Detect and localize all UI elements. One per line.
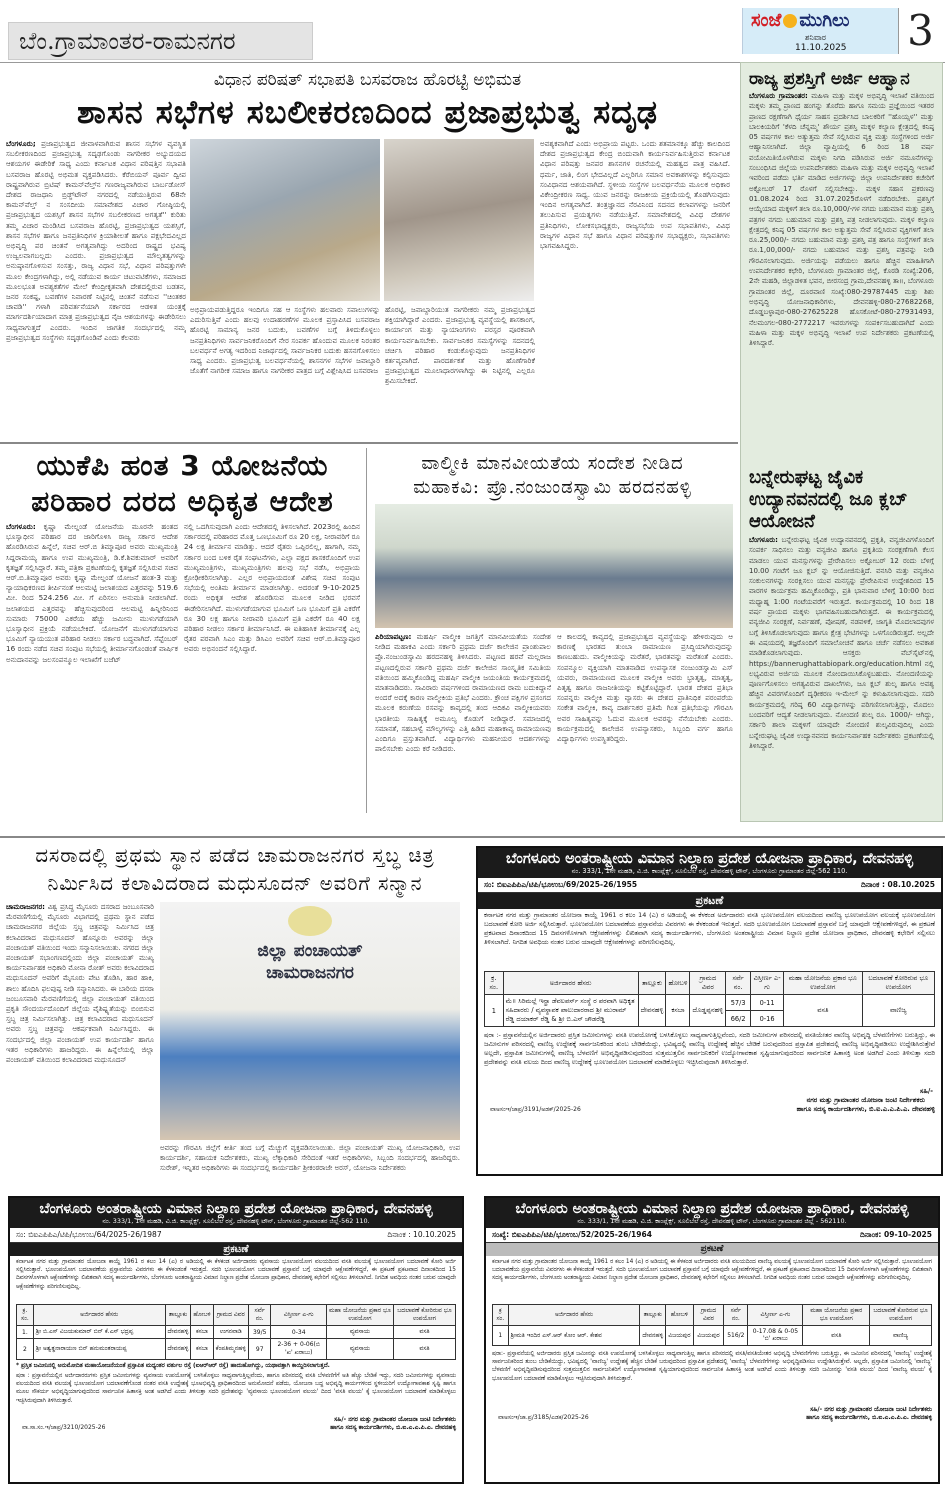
notice2-date: ದಿನಾಂಕ : 10.10.2025 [387,1230,456,1239]
notice3-remarks: ಷರಾ:- ಪ್ರಸ್ತಾವನೆಯಲ್ಲಿ ಅರ್ಜಿದಾರರು ಪ್ರಸ್ತಿತ ಜಮೀನನ್ನು ವಸತಿ ಉಪಯೋಗಕ್ಕೆ ಬಳಸಿಕೊಳ್ಳಲು ಸಾಧ್ಯವಾಗುತ್ತಿಲ್ಲ ಹಾಗೂ ಪರಿಸರದಲ್ಲಿ ವಸತಿ/ವಸತಿಯೇತರ ಅಭಿವೃದ್ಧಿ ಬೆಳವಣಿಗೆಗಳು ಬರುತ್ತಿದ್ದು, ಈ ಜಮೀನಿನ ಪರಿಸರದಲ್ಲಿ 'ವಾಣಿಜ್ಯ' ಉದ್ದೇಶಕ್ಕೆ ಸಾರ್ವಜನಿಕರಿಂದ ತುಂಬ ಬೇಡಿಕೆಯಿದ್ದು, ಭವಿಷ್ಯದಲ್ಲಿ 'ವಾಣಿಜ್ಯ' ಉದ್ದೇಶಕ್ಕೆ ಹೆಚ್ಚಿನ ಬೇಡಿಕೆ ಬರುವುದರಿಂದ ಪ್ರಸ್ತಾಪಿತ ಪ್ರದೇಶದಲ್ಲಿ 'ವಾಣಿಜ್ಯ' ಬೆಳವಣಿಗೆಗಳನ್ನು ಅಭಿವೃದ್ಧಿಪಡಿಸಲು ಉದ್ದೇಶಿಸಿರುತ್ತೇವೆ. ಅಲ್ಲದೇ, ಪ್ರಸ್ತಾಪಿತ ಜಮೀನಿನಲ್ಲಿ 'ವಾಣಿಜ್ಯ' ಬೆಳವಣಿಗೆ ಅಭಿವೃದ್ಧಿಪಡಿಸುವುದರಿಂದ ಸುತ್ತಮುತ್ತಲಿನ ಸಾರ್ವಜನಿಕರಿಗೆ ಉದ್ಯೋಗಾವಕಾಶ ಸೃಷ್ಟಿಯಾಗುವುದರಿಂದ ಸಾರ್ವಜನಿಕ ಹಿತಾಸಕ್ತಿ ಅಂಶ ಅಡಗಿದೆ ಎಂದು ತಿಳಿಸುತ್ತಾ ಸದರಿ ಜಮೀನನ್ನು 'ವಸತಿ ವಲಯ' ದಿಂದ 'ವಾಣಿಜ್ಯ ವಲಯ' ಕ್ಕೆ ಭೂಉಪಯೋಗ ಬದಲಾವಣೆ ಮಾಡಿಕೊಳ್ಳಲು ಇಚ್ಛಿಸಿರುವುದಾಗಿ ತಿಳಿಸಿರುತ್ತಾರೆ. [492,1351,932,1382]
notice2-address: ನಂ. 333/1, 1ನೇ ಮಹಡಿ, ವಿ.ಜಿ. ಕಾಂಪ್ಲೆಕ್ಸ್, ಸೂಲಿಬೆಲೆ ರಸ್ತೆ, ದೇವನಹಳ್ಳಿ ಟೌನ್, ಬೆಂಗಳೂರು ಗ್ರಾಮಾಂತರ ಜಿಲ್ಲೆ-562 110. [102,1217,370,1225]
public-notice-3 [484,1196,940,1484]
sidebar-box [740,62,943,822]
area: 2-36 + 0-06(ಬಿ 'ಖ' ಖರಾಬು) [271,1339,326,1360]
notice2-intro: ಕರ್ನಾಟಕ ನಗರ ಮತ್ತು ಗ್ರಾಮಾಂತರ ಯೋಜನಾ ಕಾಯ್ದೆ 1961 ರ ಕಲಂ 14 (ಎ) ರ ಅಡಿಯಲ್ಲಿ ಈ ಕೆಳಕಂಡ ಅರ್ಜಿದಾರರು ವ್ಯವಸಾಯ ಭೂಉಪಯೋಗ ವಲಯದಿಂದ ವಸತಿ ವಲಯಕ್ಕೆ ಭೂಉಪಯೋಗ ಬದಲಾವಣೆ ಕೋರಿ ಅರ್ಜಿ ಸಲ್ಲಿಸಿರುತ್ತಾರೆ. ಭೂಉಪಯೋಗ ಬದಲಾವಣೆಯ ಪ್ರಸ್ತಾವನೆಯ ವಿವರಗಳು ಈ ಕೆಳಕಂಡಂತೆ ಇರುತ್ತದೆ. ಸದರಿ ಭೂಉಪಯೋಗ ಬದಲಾವಣೆ ಪ್ರಸ್ತಾವನೆ ಬಗ್ಗೆ ಯಾವುದೇ ಆಕ್ಷೇಪಣೆಗಳಿದ್ದರೆ, ಈ ಪ್ರಕಟಣೆ ಪ್ರಕಟವಾದ ದಿನಾಂಕದಿಂದ 15 ದಿವಸಗಳೊಳಗಾಗಿ ಆಕ್ಷೇಪಣೆಗಳನ್ನು ಲಿಖಿತವಾಗಿ ಸದಸ್ಯ ಕಾರ್ಯದರ್ಶಿಗಳು, ಬೆಂಗಳೂರು ಅಂತರಾಷ್ಟ್ರೀಯ ವಿಮಾನ ನಿಲ್ದಾಣ ಪ್ರದೇಶ ಯೋಜನಾ ಪ್ರಾಧಿಕಾರ, ದೇವನಹಳ್ಳಿ ಕಛೇರಿಗೆ ಸಲ್ಲಿಸಲು ತಿಳಿಸಲಾಗಿದೆ. ನಿಗದಿತ ಅವಧಿಯ ನಂತರ ಬರುವ ಯಾವುದೇ ಆಕ್ಷೇಪಣೆಗಳನ್ನು ಪರಿಗಣಿಸುವುದಿಲ್ಲ. [16,1259,456,1290]
notice3-signatory-line1: ನಗರ ಮತ್ತು ಗ್ರಾಮಾಂತರ ಯೋಜನಾ ಜಂಟಿ ನಿರ್ದೇಶಕರು [824,1406,932,1413]
sidebar-story1-text: ಮಹಿಳಾ ಮತ್ತು ಮಕ್ಕಳ ಅಭಿವೃದ್ಧಿ ಇಲಾಖೆ ವತಿಯಿಂದ ಮಕ್ಕಳು ತಮ್ಮ ಪ್ರಾಣದ ಹಂಗನ್ನು ತೊರೆದು ಹಾಗೂ ಸಮಯ ಪ್ರಜ್ಞೆಯಿಂದ ಇತರರ ಪ್ರಾಣದ ರಕ್ಷಣೆಗಾಗಿ ಧೈರ್ಯ ಸಾಹಸ ಪ್ರದರ್ಶಿಸಿದ ಬಾಲಕರಿಗೆ ''ಹೊಯ್ಸಳ'' ಮತ್ತು ಬಾಲಕಿಯರಿಗೆ 'ಕೆಳದಿ ಚೆನ್ನಮ್ಮ' ಶೌರ್ಯ ಪ್ರಶಸ್ತಿ ಮಕ್ಕಳ ಕಲ್ಯಾಣ ಕ್ಷೇತ್ರದಲ್ಲಿ ಕನಿಷ್ಠ 05 ವರ್ಷಗಳ ಕಾಲ ಅತ್ಯುತ್ತಮ ಸೇವೆ ಸಲ್ಲಿಸಿರುವ ವ್ಯಕ್ತಿ ಮತ್ತು ಸಂಸ್ಥೆಗಳಿಂದ ಅರ್ಜಿ ಆಹ್ವಾನಿಸಲಾಗಿದೆ. ಜಿಲ್ಲಾ ವ್ಯಾಪ್ತಿಯಲ್ಲಿ 6 ರಿಂದ 18 ವರ್ಷ ವಯೋಮಿತಿಯೊಳಗಿರುವ ಮಕ್ಕಳು ನಿಗದಿ ಪಡಿಸಿರುವ ಅರ್ಜಿ ನಮೂನೆಗಳನ್ನು ಸಂಬಂಧಿಸಿದ ಜಿಲ್ಲೆಯ ಉಪನಿರ್ದೇಶಕರು ಮಹಿಳಾ ಮತ್ತು ಮಕ್ಕಳ ಅಭಿವೃದ್ಧಿ ಇಲಾಖೆ ಇವರಿಂದ ಪಡೆದು ಭರ್ತಿ ಮಾಡಿದ ಅರ್ಜಿಗಳನ್ನು ಜಿಲ್ಲಾ ಉಪನಿರ್ದೇಶಕರ ಕಚೇರಿಗೆ ಅಕ್ಟೋಬರ್ 17 ರೊಳಗೆ ಸಲ್ಲಿಸಬೇಕಿದ್ದು. ಮಕ್ಕಳ ಸಹಾಸ ಪ್ರಕರಣವು 01.08.2024 ರಿಂದ 31.07.2025ರೊಳಗೆ ನಡೆದಿರಬೇಕು. ಪ್ರಶಸ್ತಿಗೆ ಆಯ್ಕೆಯಾದ ಮಕ್ಕಳಿಗೆ ತಲಾ ರೂ.10,000/-ಗಳ ನಗದು ಬಹುಮಾನ ಮತ್ತು ಪ್ರಶಸ್ತಿ ಪತ್ರಗಳ ನಗದು ಬಹುಮಾನ ಮತ್ತು ಪ್ರಶಸ್ತಿ ಪತ್ರ ನೀಡಲಾಗುವುದು. ಮಕ್ಕಳ ಕಲ್ಯಾಣ ಕ್ಷೇತ್ರದಲ್ಲಿ ಕನಿಷ್ಠ 05 ವರ್ಷಗಳ ಕಾಲ ಅತ್ಯುತ್ತಮ ಸೇವೆ ಸಲ್ಲಿಸಿರುವ ವ್ಯಕ್ತಿಗಳಿಗೆ ತಲಾ ರೂ.25,000/- ನಗದು ಬಹುಮಾನ ಮತ್ತು ಪ್ರಶಸ್ತಿ ಪತ್ರ ಹಾಗೂ ಸಂಸ್ಥೆಗಳಿಗೆ ತಲಾ ರೂ.1,00,000/- ನಗದು ಬಹುಮಾನ ಮತ್ತು ಪ್ರಶಸ್ತಿ ಪತ್ರವನ್ನು ನೀಡಿ ಗೌರವಿಸಲಾಗುವುದು. ಅರ್ಜಿಯನ್ನು ಪಡೆಯಲು ಹಾಗೂ ಹೆಚ್ಚಿನ ಮಾಹಿತಿಗಾಗಿ ಉಪನಿರ್ದೇಶಕರ ಕಛೇರಿ, ಬೆಂಗಳೂರು ಗ್ರಾಮಾಂತರ ಜಿಲ್ಲೆ, ಕೊಠಡಿ ಸಂಖ್ಯೆ:206, 2ನೇ ಮಹಡಿ, ಜಿಲ್ಲಾಡಳಿತ ಭವನ, ಬೀರಸಂದ್ರ ಗ್ರಾಮ,ದೇವನಹಳ್ಳಿ ತಾ॥, ಬೆಂಗಳೂರು ಗ್ರಾಮಾಂತರ ಜಿಲ್ಲೆ, ದೂರವಾಣಿ ಸಂಖ್ಯೆ:080-29787445 ಮತ್ತು ಶಿಶು ಅಭಿವೃದ್ಧಿ ಯೋಜನಾಧಿಕಾರಿಗಳು, ದೇವನಹಳ್ಳಿ-080-27682268, ದೊಡ್ಡಬಳ್ಳಾಪುರ-080-27625228 ಹೊಸಕೋಟೆ-080-27931493, ನೆಲಮಂಗಲ-080-2772217 ಇವರುಗಳನ್ನು ಸಂಪರ್ಕಿಸಬಹುದಾಗಿದೆ ಎಂದು ಮಹಿಳಾ ಮತ್ತು ಮಕ್ಕಳ ಅಭಿವೃದ್ಧಿ ಇಲಾಖೆ ಉಪ ನಿರ್ದೇಶಕರು ಪ್ರಕಟಣೆಯಲ್ಲಿ ತಿಳಿಸಿದ್ದಾರೆ. [749,92,934,348]
notice3-ref-number: ಸಂಖ್ಯೆ: ಬಿಐಎಪಿಪಿಎ/ಟಿಪಿ/ಭೂಉಬ/52/2025-26/1964 [492,1230,652,1239]
current-land-use: ವ್ಯವಸಾಯ [326,1326,393,1339]
paper-name-part1: ಸಂಜೆ [751,10,782,31]
column-divider [366,448,367,813]
table-header-cell: ಸರ್ವೆ ನಂ. [724,1305,748,1326]
notice1-title: ಬೆಂಗಳೂರು ಅಂತರಾಷ್ಟ್ರೀಯ ವಿಮಾನ ನಿಲ್ದಾಣ ಪ್ರದೇಶ ಯೋಜನಾ ಪ್ರಾಧಿಕಾರ, ದೇವನಹಳ್ಳಿ [505,851,914,867]
notice2-signatory-line1: ನಗರ ಮತ್ತು ಗ್ರಾಮಾಂತರ ಯೋಜನಾ ಜಂಟಿ ನಿರ್ದೇಶಕರು [348,1416,456,1423]
table-header-cell: ತಾಲ್ಲೂಕು [165,1305,191,1326]
page-number: 3 [898,8,942,54]
notice1-signature-prefix: ಸಹಿ/- [919,1087,933,1095]
notice1-date: ದಿನಾಂಕ : 08.10.2025 [860,880,935,889]
area: 0-34 [271,1326,326,1339]
story1-photo-conference [190,139,380,301]
applicant-name: ಮೆ॥ ಸಿರಿಮಲ್ಲೆ ಇನ್ಫ್ರಾ ಡೆವಲಪರ್ಸ್ ಸಂಸ್ಥೆ ರ ಪರವಾಗಿ ಅಧಿಕೃತ ಸಹಿದಾರರು / ವ್ಯವಸ್ಥಾಪಕ ಪಾಲುದಾರರಾದ ಶ್ರೀ ಮುರಾಮ್ ರೆಡ್ಡಿ ದಯಾಕರ್ ರೆಡ್ಡಿ & ಶ್ರೀ ಬಿ.ಎಸ್ ಚೌಡರೆಡ್ಡಿ [503,995,638,1027]
table-header-cell: ಬದಲಾವಣೆ ಕೋರಿರುವ ಭೂ ಉಪಯೋಗ [393,1305,455,1326]
notice1-remarks: ಷರಾ :- ಪ್ರಸ್ತಾವನೆಯಲ್ಲಿನ ಅರ್ಜಿದಾರರು ಪ್ರಸ್ತಿತ ಜಮೀನುಗಳನ್ನು ವಸತಿ ಉಪಯೋಗಕ್ಕೆ ಬಳಸಿಕೊಳ್ಳಲು ಸಾಧ್ಯವಾಗುತ್ತಿಲ್ಲವೆಂದು, ಸದರಿ ಜಮೀನುಗಳ ಪರಿಸರದಲ್ಲಿ ವಸತಿಯೇತರ ವಾಣಿಜ್ಯ ಅಭಿವೃದ್ಧಿ ಬೆಳವಣಿಗೆಗಳು ಬರುತ್ತಿದ್ದು, ಈ ಜಮೀನುಗಳ ಪರಿಸರದಲ್ಲಿ ವಾಣಿಜ್ಯ ಉದ್ದೇಶಕ್ಕೆ ಸಾರ್ವಜನಿಕರಿಂದ ತುಂಬ ಬೇಡಿಕೆಯಿದ್ದು, ಭವಿಷ್ಯದಲ್ಲಿ ವಾಣಿಜ್ಯ ಉದ್ದೇಶಕ್ಕೆ ಹೆಚ್ಚಿನ ಬೇಡಿಕೆ ಬರುವುದರಿಂದ ಪ್ರಸ್ತಾಪಿತ ಪ್ರದೇಶದಲ್ಲಿ ವಾಣಿಜ್ಯ ಅಭಿವೃದ್ಧಿಪಡಿಸಲು ಉದ್ದೇಶಿಸಿರುತ್ತೇವೆ ಅಲ್ಲದೇ, ಪ್ರಸ್ತಾಪಿತ ಜಮೀನುಗಳಲ್ಲಿ ವಾಣಿಜ್ಯ ಬೆಳವಣಿಗೆ ಅಭಿವೃದ್ಧಿಪಡಿಸುವುದರಿಂದ ಸುತ್ತಮುತ್ತಲಿನ ಸಾರ್ವಜನಿಕರಿಗೆ ಉದ್ಯೋಗಾವಕಾಶ ಸೃಷ್ಟಿಯಾಗುವುದರಿಂದ ಸಾರ್ವಜನಿಕ ಹಿತಾಸಕ್ತಿ ಅಂಶ ಅಡಗಿದೆ ಎಂದು ತಿಳಿಸುತ್ತಾ ಸದರಿ ಪ್ರದೇಶವನ್ನು ವಸತಿ ವಲಯ ದಿಂದ ವಾಣಿಜ್ಯ ಉದ್ದೇಶಕ್ಕೆ ಭೂಉಪಯೋಗ ಬದಲಾವಣೆ ಮಾಡಿಕೊಳ್ಳಲು ಇಚ್ಛಿಸಿರುವುದಾಗಿ ತಿಳಿಸಿರುತ್ತಾರೆ. [484,1031,935,1066]
requested-land-use: ವಾಣಿಜ್ಯ [870,1326,932,1346]
area: 0-11 [751,995,784,1011]
sidebar-story2-dateline: ಬೆಂಗಳೂರು: [749,536,778,544]
applicant-name: ಶ್ರೀ ಅಶ್ವತ್ಥನಾರಾಯಣ ಬಿನ್ ಹನುಮಂತರಾಯಪ್ಪ [33,1339,165,1360]
photo-sign-line1: ಜಿಲ್ಲಾ ಪಂಚಾಯತ್ [257,941,363,961]
survey-number: 516/2 [724,1326,748,1346]
village: ವಿಜಯಪುರ [693,1326,724,1346]
table-row [17,1339,456,1360]
current-land-use: ವಸತಿ [784,995,862,1027]
story3-headline-line1: ವಾಲ್ಮೀಕಿ ಮಾನವೀಯತೆಯ ಸಂದೇಶ ನೀಡಿದ [421,453,684,474]
notice3-address: ನಂ. 333/1, 1ನೇ ಮಹಡಿ, ವಿ.ಜಿ. ಕಾಂಪ್ಲೆಕ್ಸ್, ಸೂಲಿಬೆಲೆ ರಸ್ತೆ, ದೇವನಹಳ್ಳಿ ಟೌನ್, ಬೆಂಗಳೂರು ಗ್ರಾಮಾಂತರ ಜಿಲ್ಲೆ - 562110. [577,1217,847,1225]
table-header-cell: ಬದಲಾವಣೆ ಕೋರಿರುವ ಭೂ ಉಪಯೋಗ [862,972,934,995]
story4-text-1: ವಿಶ್ವ ಪ್ರಸಿದ್ಧ ಮೈಸೂರು ದಸರಾದ ಜಂಬೂಸವಾರಿ ಮೆರವಣಿಗೆಯಲ್ಲಿ ಮೈಸೂರು ವಿಭಾಗದಲ್ಲಿ ಪ್ರಥಮ ಸ್ಥಾನ ಪಡೆದ ಚಾಮರಾಜನಗರ ಜಿಲ್ಲೆಯ ಸ್ತಬ್ಧ ಚಿತ್ರವನ್ನು ನಿರ್ಮಿಸಿದ ಚಿತ್ರ ಕಲಾವಿದರಾದ ಮಧುಸೂದನ್ ಹೊನ್ನೂರು ಅವರನ್ನು ಜಿಲ್ಲಾ ಪಂಚಾಯತ್ ವತಿಯಿಂದ ಇಂದು ಸನ್ಮಾನಿಸಲಾಯಿತು. ನಗರದ ಜಿಲ್ಲಾ ಪಂಚಾಯತ್ ಸಭಾಂಗಣದಲ್ಲಿಂದು ಜಿಲ್ಲಾ ಪಂಚಾಯತ್ ಮುಖ್ಯ ಕಾರ್ಯನಿರ್ವಾಹಕ ಅಧಿಕಾರಿ ಮೋನಾ ರೋತ್ ಅವರು ಕಲಾವಿದರಾದ ಮಧುಸೂದನ್ ಅವರಿಗೆ ಮೈಸೂರು ಪೇಟ ತೊಡಿಸಿ, ಹಾರ ಹಾಕಿ, ಶಾಲು ಹೊದಿಸಿ ಫಲಪುಷ್ಪ ನೀಡಿ ಸನ್ಮಾನಿಸಿದರು. ಈ ಬಾರಿಯ ದಸರಾ ಜಂಬೂಸವಾರಿ ಮೆರವಣಿಗೆಯಲ್ಲಿ ಜಿಲ್ಲಾ ಪಂಚಾಯತ್ ವತಿಯಿಂದ ಪ್ರಕೃತಿ ಸೌಂದರ್ಯದೊಂದಿಗೆ ಜಿಲ್ಲೆಯ ವೈಶಿಷ್ಟ್ಯತೆಯನ್ನು ಬಿಂಬಿಸುವ ಸ್ತಬ್ಧ ಚಿತ್ರ ನಿರ್ಮಿಸಲಾಗಿತ್ತು. ಚಿತ್ರ ಕಲಾವಿದರಾದ ಮಧುಸೂದನ್ ಅವರು ಸ್ತಬ್ಧ ಚಿತ್ರವನ್ನು ಆಕರ್ಷಕವಾಗಿ ನಿರ್ಮಿಸಿದ್ದರು. ಈ ಸಂದರ್ಭದಲ್ಲಿ ಜಿಲ್ಲಾ ಪಂಚಾಯತ್ ಉಪ ಕಾರ್ಯದರ್ಶಿ ಹಾಗೂ ಇತರ ಅಧಿಕಾರಿಗಳು ಹಾಜರಿದ್ದರು. ಈ ಹಿನ್ನೆಲೆಯಲ್ಲಿ ಜಿಲ್ಲಾ ಪಂಚಾಯತ್ ವತಿಯಿಂದ ಕಲಾವಿದರಾದ ಮಧುಸೂದನ್ [6,903,154,1065]
table-header-cell: ಕ್ರ ಸಂ. [493,1305,509,1326]
photo-sign-line2: ಚಾಮರಾಜನಗರ [266,963,354,983]
notice1-band: ಪ್ರಕಟಣೆ [478,893,941,909]
story4-dateline: ಚಾಮರಾಜನಗರ: [6,903,45,911]
table-header-cell: ಹೋಬಳಿ [666,1305,693,1326]
story3-text-1: ಮಹರ್ಷಿ ವಾಲ್ಮೀಕಿ ಜಗತ್ತಿಗೆ ಮಾನವೀಯತೆಯ ಸಂದೇಶ ನೀಡಿದ ಮಹಾಕವಿ ಎಂದು ಸರ್ಕಾರಿ ಪ್ರಥಮ ದರ್ಜೆ ಕಾಲೇಜಿನ ಪ್ರಾಂಶುಪಾಲ ಪ್ರೊ.ನಂಜುಂಡಸ್ವಾಮಿ ಹರದನಹಳ್ಳಿ ತಿಳಿಸಿದರು. ಪಟ್ಟಣದ ಹರವೆ ಮಲ್ಲರಾಜ ಪಟ್ಟಣದಲ್ಲಿರುವ ಸರ್ಕಾರಿ ಪ್ರಥಮ ದರ್ಜೆ ಕಾಲೇಜಿನ ಸಾಂಸ್ಕೃತಿಕ ಸಮಿತಿಯ ವತಿಯಿಂದ ಹಮ್ಮಿಕೊಂಡಿದ್ದ ಮಹರ್ಷಿ ವಾಲ್ಮೀಕಿ ಜಯಂತಿಯ ಕಾರ್ಯಕ್ರಮದಲ್ಲಿ ಮಾತನಾಡಿದರು. ಸಾವಿರಾರು ವರ್ಷಗಳಿಂದ ರಾಮಾಯಣದ ರಾಮ ಬದುಕಿದ್ದಾನೆ ಅಂದರೆ ಅದಕ್ಕೆ ಕಾರಣ ವಾಲ್ಮೀಕಿಯ ಪ್ರತಿಭೆ ಎಂದರು. ಕ್ರೌಂಚ ಪಕ್ಷಿಗಳ ಪ್ರಸಂಗದ ಮೂಲಕ ಕರುಣೆಯ ರಸವನ್ನು ಕಾವ್ಯದಲ್ಲಿ ತಂದ ಆದಿಕವಿ ವಾಲ್ಮೀಕಿಯವರು ಭಾರತೀಯ ಸಾಹಿತ್ಯಕ್ಕೆ ಅಮೂಲ್ಯ ಕೊಡುಗೆ ನೀಡಿದ್ದಾರೆ. ಸಮಾಜದಲ್ಲಿ ಸಮಾನತೆ, ಸಹಬಾಳ್ವೆ ಮೌಲ್ಯಗಳನ್ನು ಎತ್ತಿ ಹಿಡಿದ ಮಹಾಕಾವ್ಯ ರಾಮಾಯಣವು ಎಂದಿಗೂ ಪ್ರಸ್ತುತವಾಗಿದೆ. ವಿದ್ಯಾರ್ಥಿಗಳು ಮಹನೀಯರ ಆದರ್ಶಗಳನ್ನು ಪಾಲಿಸಬೇಕು ಎಂದು ಕರೆ ನೀಡಿದರು. [375,632,551,754]
requested-land-use: ವಸತಿ [393,1339,455,1360]
area: 0-17.08 & 0-05 'ಬಿ' ಖರಾಬು [748,1326,803,1346]
village: ದೊಡ್ಡಪ್ಪನಹಳ್ಳಿ [690,995,726,1027]
public-notice-2 [8,1196,464,1484]
serial-number: 1. [17,1326,34,1339]
notice1-table [484,971,935,1027]
story3-headline [370,452,735,500]
notice2-header [10,1198,462,1228]
requested-land-use: ವಸತಿ [393,1326,455,1339]
story3-column-1 [375,632,551,812]
notice3-band: ಪ್ರಕಟಣೆ [486,1243,938,1256]
story2-headline [0,448,365,520]
notice1-footer-ref: ವಾಅಸಂಇ/ಜಾಪ್ರ/3191/ಅಡಕ್/2025-26 [490,1106,581,1113]
story2-headline-line2: ಪರಿಹಾರ ದರದ ಅಧಿಕೃತ ಆದೇಶ [31,485,334,518]
sidebar-story2-headline: ಬನ್ನೇರುಘಟ್ಟ ಜೈವಿಕ ಉದ್ಯಾನವನದಲ್ಲಿ ಜೂ ಕ್ಲಬ್ ಆಯೋಜನೆ [749,467,908,532]
table-header-cell: ವಿಸ್ತೀರ್ಣ ಎ-ಗು [751,972,784,995]
requested-land-use: ವಾಣಿಜ್ಯ [862,995,934,1027]
taluk: ದೇವನಹಳ್ಳಿ [165,1339,191,1360]
photo-signboard [160,940,460,984]
notice2-title: ಬೆಂಗಳೂರು ಅಂತರಾಷ್ಟ್ರೀಯ ವಿಮಾನ ನಿಲ್ದಾಣ ಪ್ರದೇಶ ಯೋಜನಾ ಪ್ರಾಧಿಕಾರ, ದೇವನಹಳ್ಳಿ [39,1201,433,1217]
notice3-signatory-line2: ಹಾಗೂ ಸದಸ್ಯ ಕಾರ್ಯದರ್ಶಿಗಳು, ಬಿ.ಐ.ಎ.ಎ.ಪಿ.ಎ. ದೇವನಹಳ್ಳಿ [806,1414,932,1421]
sidebar-story1-headline: ರಾಜ್ಯ ಪ್ರಶಸ್ತಿಗೆ ಅರ್ಜಿ ಆಹ್ವಾನ [749,69,910,89]
table-header-cell: ಮಹಾ ಯೋಜನೆಯ ಪ್ರಕಾರ ಭೂ ಉಪಯೋಗ [326,1305,393,1326]
table-header-cell: ಅರ್ಜಿದಾರರ ಹೆಸರು [508,1305,640,1326]
notice1-ref-row [478,878,941,893]
survey-number: 66/2 [726,1011,751,1027]
public-notice-1 [476,846,943,1176]
village: ಕೆಂಪತಿಮ್ಮನಹಳ್ಳಿ [213,1339,248,1360]
table-header-cell: ಗ್ರಾಮದ ವಿವರ [690,972,726,995]
story4-headline-line2: ನಿರ್ಮಿಸಿದ ಕಲಾವಿದರಾದ ಮಧುಸೂದನ್ ಅವರಿಗೆ ಸನ್ಮಾನ [47,872,423,895]
story3-group-photo [375,504,733,628]
section-tag: ಬೆಂ.ಗ್ರಾಮಾಂತರ-ರಾಮನಗರ [8,22,313,60]
table-header-cell: ಕ್ರ. ಸಂ. [485,972,504,995]
story4-photo-caption: ಅವರನ್ನು ಗೌರವಿಸಿ ಜಿಲ್ಲೆಗೆ ಕೀರ್ತಿ ತಂದ ಬಗ್ಗೆ ಮೆಚ್ಚುಗೆ ವ್ಯಕ್ತಪಡಿಸಲಾಯಿತು. ಜಿಲ್ಲಾ ಪಂಚಾಯತ್ ಮುಖ್ಯ ಯೋಜನಾಧಿಕಾರಿ, ಉಪ ಕಾರ್ಯದರ್ಶಿ, ಸಹಾಯಕ ನಿರ್ದೇಶಕರು, ಮುಖ್ಯ ಲೆಕ್ಕಾಧಿಕಾರಿ ಸೇರಿದಂತೆ ಇತರೆ ಅಧಿಕಾರಿಗಳು, ಸಿಬ್ಬಂದಿ ಸಂದರ್ಭದಲ್ಲಿ ಹಾಜರಿದ್ದರು. ಸುರೇಶ್, ಇನ್ನಿತರ ಅಧಿಕಾರಿಗಳು ಈ ಸಂದರ್ಭದಲ್ಲಿ ಕಾರ್ಯದರ್ಶಿ ಶ್ರೀಕಂಠರಾಜೇ ಅರಸ್, ಯೋಜನಾ ನಿರ್ದೇಶಕರು [160,1144,460,1173]
table-row [493,1326,932,1346]
story1-column-4: ಅವಶ್ಯಕವಾಗಿದೆ ಎಂದು ಅಭಿಪ್ರಾಯ ಪಟ್ಟರು. ಒಂದು ಶತಮಾನಕ್ಕೂ ಹೆಚ್ಚು ಕಾಲದಿಂದ ದೇಶದ ಪ್ರಜಾಪ್ರಭುತ್ವದ ಕೇಂದ್ರ ಬಿಂದುವಾಗಿ ಕಾರ್ಯನಿರ್ವಹಿಸುತ್ತಿರುವ ಕರ್ನಾಟಕ ವಿಧಾನ ಪರಿಷತ್ತು ಜನಪರ ಶಾಸನಗಳ ರಚನೆಯಲ್ಲಿ ಮಹತ್ವದ ಪಾತ್ರ ವಹಿಸಿದೆ. ಧರ್ಮ, ಜಾತಿ, ಲಿಂಗ ಭೇದವಿಲ್ಲದೆ ಎಲ್ಲರಿಗೂ ಸಮಾನ ಅವಕಾಶಗಳನ್ನು ಕಲ್ಪಿಸುವುದು ಸಂವಿಧಾನದ ಆಶಯವಾಗಿದೆ. ಸ್ಥಳೀಯ ಸಂಸ್ಥೆಗಳ ಬಲವರ್ಧನೆಯ ಮೂಲಕ ಅಧಿಕಾರ ವಿಕೇಂದ್ರೀಕರಣ ಸಾಧ್ಯ. ಯುವ ಜನರನ್ನು ರಾಜಕೀಯ ಪ್ರಕ್ರಿಯೆಯಲ್ಲಿ ತೊಡಗಿಸುವುದು ಇಂದಿನ ಅಗತ್ಯವಾಗಿದೆ. ತಂತ್ರಜ್ಞಾನದ ನೆರವಿನಿಂದ ಸದನದ ಕಲಾಪಗಳನ್ನು ಜನರಿಗೆ ತಲುಪಿಸುವ ಪ್ರಯತ್ನಗಳು ನಡೆಯುತ್ತಿವೆ. ಸಮಾವೇಶದಲ್ಲಿ ವಿವಿಧ ದೇಶಗಳ ಪ್ರತಿನಿಧಿಗಳು, ಲೋಕಸಭಾಧ್ಯಕ್ಷರು, ರಾಜ್ಯಸಭೆಯ ಉಪ ಸಭಾಪತಿಗಳು, ವಿವಿಧ ರಾಜ್ಯಗಳ ವಿಧಾನ ಸಭೆ ಹಾಗೂ ವಿಧಾನ ಪರಿಷತ್ತುಗಳ ಸಭಾಧ್ಯಕ್ಷರು, ಸಭಾಪತಿಗಳು ಭಾಗವಹಿಸಿದ್ದರು. [540,139,730,251]
story1-column-2: ಅಭಿಪ್ರಾಯಪಡುತ್ತಿದ್ದರೂ ಇಂದಿಗೂ ಸಹ ಆ ಸಂಸ್ಥೆಗಳು ಹಲವಾರು ಸವಾಲುಗಳನ್ನು ಎದುರಿಸುತ್ತಿವೆ ಎಂದು ಹಲವು ಉದಾಹರಣೆಗಳ ಮೂಲಕ ಪ್ರಸ್ತಾಪಿಸಿದ ಬಸವರಾಜ ಹೊರಟ್ಟಿ ಸಾಮಾನ್ಯ ಜನರ ಬದುಕು, ಬವಣೆಗಳ ಬಗ್ಗೆ ತಿಳಿದುಕೊಳ್ಳಲು ಜನಪ್ರತಿನಿಧಿಗಳು ಸಾರ್ವಜನಿಕರೊಂದಿಗೆ ನೇರ ಸಂಪರ್ಕ ಹೊಂದುವ ಮೂಲಕ ನಿರಂತರ ಬಲವರ್ಧನೆ ಅಗತ್ಯ ಇದರಿಂದ ನಿಜಾರ್ಥದಲ್ಲಿ ಸಾರ್ವಜನಿಕರ ಬದುಕು ಹಸನಗೊಳಿಸಲು ಸಾಧ್ಯ ಎಂದರು. ಪ್ರಜಾಪ್ರಭುತ್ವ ಬಲವರ್ಧನೆಯಲ್ಲಿ ಶಾಸನಗಳ ಸಭೆಗಳ ಜವಾಬ್ದಾರಿ ಜೊತೆಗೆ ನಾಗರೀಕ ಸಮಾಜ ಹಾಗೂ ನಾಗರೀಕರ ಪಾತ್ರದ ಬಗ್ಗೆ ವಿಶ್ಲೇಷಿಸಿದ ಬಸವರಾಜ [190,305,380,376]
story3-column-2: ಆ ಕಾಲದಲ್ಲಿ ಕಾವ್ಯದಲ್ಲಿ ಪ್ರಜಾಪ್ರಭುತ್ವದ ವ್ಯವಸ್ಥೆಯನ್ನು ಹೇಳಿರುವುದು ಆ ಕಾರಣಕ್ಕೆ ಭಾರತದ ತುಂಬಾ ರಾಮಾಯಣ ಪ್ರಸಿದ್ಧಿಯಾಗಿರುವುದನ್ನು ಕಾಣಬಹುದು. ವಾಲ್ಮೀಕಿಯನ್ನು ಮರೆತರೆ, ಭಾರತವನ್ನು ಮರೆತಂತೆ ಎಂದರು. ಸಂಪನ್ಮೂಲ ವ್ಯಕ್ತಿಯಾಗಿ ಮಾತನಾಡಿದ ಉಪನ್ಯಾಸಕ ನಂಜುಂಡಸ್ವಾಮಿ ಎಸ್ ಯವರು, ರಾಮಾಯಣದ ಮೂಲಕ ವಾಲ್ಮೀಕಿ ಅವರು ಭ್ರಾತೃತ್ವ, ಮಾತೃತ್ವ, ಪಿತೃತ್ವ ಹಾಗೂ ರಾಜನೀತಿಯನ್ನು ಕಟ್ಟಿಕೊಟ್ಟಿದ್ದಾರೆ. ಭಾರತ ದೇಶದ ಪ್ರತಿಭಾ ಸಂಪನ್ನರು ವಾಲ್ಮೀಕಿ ಮತ್ತು ವ್ಯಾಸರು ಈ ದೇಶದ ಪ್ರಾತಿನಿಧಿಕ ಪರಂಪರೆಯ ಸಂಕೇತ ವಾಲ್ಮೀಕಿ, ಕಾವ್ಯ ದಾರ್ಶನಿಕರ ಪ್ರತಿಮೆ ಗಿಂತ ಪ್ರತಿಭೆಯನ್ನು ಗೌರವಿಸಿ ಅವರ ಸಾಹಿತ್ಯವನ್ನು ಓದುವ ಮೂಲಕ ಅವರನ್ನು ನೆನೆಯಬೇಕು ಎಂದರು. ಕಾರ್ಯಕ್ರಮದಲ್ಲಿ ಕಾಲೇಜಿನ ಉಪನ್ಯಾಸಕರು, ಸಿಬ್ಬಂದಿ ವರ್ಗ ಹಾಗೂ ವಿದ್ಯಾರ್ಥಿಗಳು ಉಪಸ್ಥಿತರಿದ್ದರು. [557,632,733,744]
story1-column-3: ಹೊರಟ್ಟಿ, ಜವಾಬ್ದಾರಿಯುತ ನಾಗರೀಕರು ನಮ್ಮ ಪ್ರಜಾಪ್ರಭುತ್ವದ ಶಕ್ತಿಯಾಗಿದ್ದಾರೆ ಎಂದರು. ಪ್ರಜಾಪ್ರಭುತ್ವ ವ್ಯವಸ್ಥೆಯಲ್ಲಿ ಶಾಸಕಾಂಗ, ಕಾರ್ಯಾಂಗ ಮತ್ತು ನ್ಯಾಯಾಂಗಗಳು ಪರಸ್ಪರ ಪೂರಕವಾಗಿ ಕಾರ್ಯನಿರ್ವಹಿಸಬೇಕು. ಸಾರ್ವಜನಿಕರ ಸಮಸ್ಯೆಗಳನ್ನು ಸದನದಲ್ಲಿ ಚರ್ಚಿಸಿ ಪರಿಹಾರ ಕಂಡುಕೊಳ್ಳುವುದು ಜನಪ್ರತಿನಿಧಿಗಳ ಕರ್ತವ್ಯವಾಗಿದೆ. ಪಾರದರ್ಶಕತೆ ಮತ್ತು ಹೊಣೆಗಾರಿಕೆ ಪ್ರಜಾಪ್ರಭುತ್ವದ ಮೂಲಾಧಾರಗಳಾಗಿದ್ದು ಈ ನಿಟ್ಟಿನಲ್ಲಿ ಎಲ್ಲರೂ ಶ್ರಮಿಸಬೇಕಿದೆ. [385,305,535,386]
serial-number: 2 [17,1339,34,1360]
notice1-signatory-line1: ನಗರ ಮತ್ತು ಗ್ರಾಮಾಂತರ ಯೋಜನಾ ಜಂಟಿ ನಿರ್ದೇಶಕರು [806,1096,926,1104]
notice2-star-note: * ಪ್ರಸ್ತಿತ ಜಮೀನಿನಲ್ಲಿ ಅನುಮೋದಿತ ಮಹಾಯೋಜನೆಯಂತೆ ಪ್ರಸ್ತಾಪಿತ ಮಧ್ಯಂತರ ವರ್ತುಲ ರಸ್ತೆ (ಐಆರ್‌ಆರ್ ರಸ್ತೆ) ಹಾದುಹೋಗಿದ್ದು, ಯಥಾವತ್ತಾಗಿ ಕಾಯ್ದಿರಿಸಲಾಗುತ್ತದೆ. [16,1363,330,1369]
village: ಉಗನವಾಡಿ [213,1326,248,1339]
story1-text-1: ಪ್ರಜಾಪ್ರಭುತ್ವದ ಜೀವಾಳವಾಗಿರುವ ಶಾಸನ ಸಭೆಗಳ ವ್ಯವಸ್ಥಿತ ಸಬಲೀಕರಣದಿಂದ ಪ್ರಜಾಪ್ರಭುತ್ವ ಸದೃಢಗೊಂಡು ನಾಗರೀಕರ ಅಭ್ಯುದಯದ ಆಶಯಗಳ ಈಡೇರಿಕೆ ಸಾಧ್ಯ ಎಂದು ಕರ್ನಾಟಕ ವಿಧಾನ ಪರಿಷತ್ತಿನ ಸಭಾಪತಿ ಬಸವರಾಜ ಹೊರಟ್ಟಿ ಅಭಿಮತ ವ್ಯಕ್ತಪಡಿಸಿದರು. ಕೆರೆಬಿಯನ್ ಪೂರ್ವ ದ್ವೀಪ ರಾಷ್ಟ್ರವಾಗಿರುವ ಬ್ರಿಟಿಷ್ ಕಾಮನ್‌ವೆಲ್ತ್‌ನ ಗಣರಾಜ್ಯವಾಗಿರುವ ಬಾರ್ಬಡೋಸ್ ದೇಶದ ರಾಜಧಾನಿ ಬ್ರಿಡ್ಜ್‌ಟೌನ್ ನಗರದಲ್ಲಿ ನಡೆಯುತ್ತಿರುವ 68ನೇ ಕಾಮನ್‌ವೆಲ್ತ್ ನ ಸಂಸದೀಯ ಸಮಾವೇಶದ ವಿಚಾರ ಗೋಷ್ಠಿಯಲ್ಲಿ ಪ್ರಜಾಪ್ರಭುತ್ವದ ಯಶಸ್ಸಿಗೆ ಶಾಸನ ಸಭೆಗಳ ಸಬಲೀಕರಣದ ಅಗತ್ಯತೆ'' ಕುರಿತು ತಮ್ಮ ವಿಚಾರ ಮಂಡಿಸಿದ ಬಸವರಾಜ ಹೊರಟ್ಟಿ, ಪ್ರಜಾಪ್ರಭುತ್ವದ ಯಶಸ್ಸಿಗೆ, ಶಾಸನ ಸಭೆಗಳ ಹಾಗೂ ಜನಪ್ರತಿನಿಧಿಗಳ ಕ್ರಿಯಾಶೀಲತೆ ಹಾಗೂ ಪಕ್ಷಭೇದವಿಲ್ಲದ ಅಭಿವೃದ್ಧಿ ಪರ ಚಿಂತನೆ ಅಗತ್ಯವಾಗಿದ್ದು ಅದರಿಂದ ರಾಷ್ಟ್ರದ ಭವಿಷ್ಯ ಉಜ್ವಲವಾಗಬಲ್ಲದು ಎಂದರು. ಪ್ರಜಾಪ್ರಭುತ್ವದ ಮೌಲ್ಯತತ್ವಗಳನ್ನು ಅನುಷ್ಠಾನಗೊಳಿಸುವ ಸಂಸತ್ತು, ರಾಜ್ಯ ವಿಧಾನ ಸಭೆ, ವಿಧಾನ ಪರಿಷತ್ತುಗಳೇ ಮೂಲ ಕೇಂದ್ರಗಳಾಗಿದ್ದು, ಅಲ್ಲಿ ನಡೆಯುವ ಕಾರ್ಯ ಚಟುವಟಿಕೆಗಳು, ಸಮಾಜದ ಮೂಲಭೂತ ಅವಶ್ಯಕತೆಗಳ ಮೇಲೆ ಕೇಂದ್ರೀಕೃತವಾಗಿ ದೇಶದಲ್ಲಿರುವ ಬಡತನ, ಜನರ ಸಂಕಷ್ಟ, ಬವಣೆಗಳ ನಿವಾರಣೆ ನಿಟ್ಟಿನಲ್ಲಿ ಚಿಂತನೆ ನಡೆಸುವ ''ಚಿಂತಕರ ಚಾವಡಿ'' ಗಳಾಗಿ ಪರಿವರ್ತನೆಯಾಗಿ ಸರ್ಕಾರದ ಆಡಳಿತ ಯಂತ್ರಕ್ಕೆ ಮಾರ್ಗದರ್ಶಿಯಾದಾಗ ಮಾತ್ರ ಪ್ರಜಾಪ್ರಭುತ್ವದ ನೈಜ ಆಶಯಗಳನ್ನು ಈಡೇರಿಸಲು ಸಾಧ್ಯವಾಗುತ್ತದೆ ಎಂದರು. ಇಂದಿನ ಜಾಗತಿಕ ಸಂದರ್ಭದಲ್ಲಿ ನಮ್ಮ ಪ್ರಜಾಪ್ರಭುತ್ವದ ಸಂಸ್ಥೆಗಳು ಸದೃಢಗೊಂಡಿವೆ ಎಂದು ಕೆಲವರು [6,139,186,342]
serial-number: 1 [485,995,504,1027]
story2-column-2: ನಲ್ಲಿ ಒದಗಿಸುವುದಾಗಿ ಎಂದು ಆದೇಶದಲ್ಲಿ ತಿಳಿಸಲಾಗಿದೆ. 2023ರಲ್ಲಿ ಹಿಂದಿನ ಸರ್ಕಾರದಲ್ಲಿ ಪರಿಹಾರದ ಮೊತ್ತ ಒಣಭೂಮಿಗೆ ರೂ 20 ಲಕ್ಷ, ನೀರಾವರಿಗೆ ರೂ 24 ಲಕ್ಷ ತೀರ್ಮಾನ ಮಾಡಿತ್ತು. ಆದರೆ ರೈತರು ಒಪ್ಪಿರಲಿಲ್ಲ, ಹಾಗಾಗಿ, ನಮ್ಮ ಸರ್ಕಾರ ಬಂದ ಬಳಿಕ ರೈತ ಸಂಘಟನೆಗಳು, ಎಲ್ಲಾ ಪಕ್ಷದ ಶಾಸಕರೊಂದಿಗೆ ಉಪ ಮುಖ್ಯಮಂತ್ರಿಗಳು, ಮುಖ್ಯಮಂತ್ರಿಗಳು ಹಲವು ಸಭೆ ನಡೆಸಿ, ಅಭಿಪ್ರಾಯ ಕ್ರೋಢೀಕರಿಸಲಾಗಿತ್ತು. ಎಲ್ಲರ ಅಭಿಪ್ರಾಯದಂತೆ ವಿಶೇಷ ಸಚಿವ ಸಂಪುಟ ಸಭೆಯಲ್ಲಿ ಅಂತಿಮ ತೀರ್ಮಾನ ಮಾಡಲಾಗಿತ್ತು. ಅದರಂತೆ 9-10-2025 ರಂದು ಅಧಿಕೃತ ಆದೇಶ ಹೊರಡಿಸುವ ಮೂಲಕ ನೀಡಿದ ಭರವಸೆ ಈಡೇರಿಸಲಾಗಿದೆ. ಮುಳುಗಡೆಯಾಗುವ ಭೂಮಿಗೆ ಒಣ ಭೂಮಿಗೆ ಪ್ರತಿ ಎಕರೆಗೆ ರೂ 30 ಲಕ್ಷ ಹಾಗೂ ನೀರಾವರಿ ಭೂಮಿಗೆ ಪ್ರತಿ ಎಕರೆಗೆ ರೂ 40 ಲಕ್ಷ ಪರಿಹಾರ ನೀಡಲು ಸರ್ಕಾರ ತೀರ್ಮಾನಿಸಿದೆ. ಈ ಐತಿಹಾಸಿಕ ತೀರ್ಮಾನಕ್ಕೆ ಎಲ್ಲ ರೈತರ ಪರವಾಗಿ ಸಿಎಂ ಮತ್ತು ಡಿಸಿಎಂ ಅವರಿಗೆ ಸಚಿವ ಆರ್.ಬಿ.ತಿಮ್ಮಾಪೂರ ಅವರು ಅಭಿನಂದನೆ ಸಲ್ಲಿಸಿದ್ದಾರೆ. [184,522,360,654]
paper-name-part2: ಮುಗಿಲು [799,10,850,31]
notice1-header [478,848,941,878]
table-header-cell: ತಾಲ್ಲೂಕು [640,1305,666,1326]
notice2-ref-row [10,1228,462,1243]
story4-felicitation-photo [160,902,460,1140]
story2-dateline: ಬೆಂಗಳೂರು: [6,522,36,531]
table-header-cell: ಅರ್ಜಿದಾರರ ಹೆಸರು [33,1305,165,1326]
story4-column-1 [6,902,154,1184]
table-header-cell: ಅರ್ಜಿದಾರರ ಹೆಸರು [503,972,638,995]
area: 0-16 [751,1011,784,1027]
notice2-band: ಪ್ರಕಟಣೆ [10,1243,462,1256]
notice2-footer-ref: ವಾ.ಸಾ.ಸಂ.ಇ/ಜಾಪ್ರ/3210/2025-26 [22,1424,106,1431]
hobli: ಕಸಬಾ [666,995,690,1027]
current-land-use: ವಸತಿ [803,1326,870,1346]
table-header-cell: ಗ್ರಾಮದ ವಿವರ [693,1305,724,1326]
applicant-name: ಶ್ರೀಮತಿ ಇಂದಿರ ಎಸ್.ಆರ್ ಕೋಂ ಆರ್. ಕೇಶವ [508,1326,640,1346]
taluk: ದೇವನಹಳ್ಳಿ [640,1326,666,1346]
table-header-cell: ಹೋಬಳಿ [191,1305,213,1326]
table-header-cell: ಸರ್ವೆ ನಂ. [726,972,751,995]
notice3-ref-row [486,1228,938,1243]
table-header-cell: ಬದಲಾವಣೆ ಕೋರಿರುವ ಭೂ ಉಪಯೋಗ [870,1305,932,1326]
hobli: ಕಸಬಾ [191,1339,213,1360]
table-header-cell: ಮಹಾ ಯೋಜನೆಯ ಪ್ರಕಾರ ಭೂ ಉಪಯೋಗ [803,1305,870,1326]
story4-headline-line1: ದಸರಾದಲ್ಲಿ ಪ್ರಥಮ ಸ್ಥಾನ ಪಡೆದ ಚಾಮರಾಜನಗರ ಸ್ತಬ್ಧ ಚಿತ್ರ [35,844,435,867]
notice3-signature-prefix: ಸಹಿ/- [810,1406,823,1413]
story1-column-1 [6,139,186,437]
sun-cloud-icon [783,14,797,28]
issue-date: 11.10.2025 [795,43,847,53]
notice3-table [492,1304,932,1346]
sidebar-story1-dateline: ಬೆಂಗಳೂರು ಗ್ರಾಮಾಂತರ: [749,92,808,100]
table-header-cell: ಗ್ರಾಮದ ವಿವರ [213,1305,248,1326]
notice2-ref-number: ಸಂ: ಬಿಐಎಪಿಪಿಎ/ಟಿಪಿ/ಭೂಉಬ/64/2025-26/1987 [16,1230,162,1239]
table-row [485,995,935,1011]
story1-kicker: ವಿಧಾನ ಪರಿಷತ್ ಸಭಾಪತಿ ಬಸವರಾಜ ಹೊರಟ್ಟಿ ಅಭಿಮತ [213,70,522,90]
paper-logo [751,10,849,31]
section-divider [0,442,738,444]
survey-number: 97 [248,1339,271,1360]
applicant-name: ಶ್ರೀ ಬಿ.ಎಸ್ ವಿಜಯಕುಮಾರ್ ಬಿನ್ ಕೆ.ಎಸ್ ಭದ್ರಪ್ಪ [33,1326,165,1339]
issue-day: ಶನಿವಾರ [805,33,827,42]
table-row [17,1326,456,1339]
story1-headline: ಶಾಸನ ಸಭೆಗಳ ಸಬಲೀಕರಣದಿಂದ ಪ್ರಜಾಪ್ರಭುತ್ವ ಸದೃಢ [77,93,658,131]
section-divider-2 [0,836,945,838]
notice2-table [16,1304,456,1360]
hobli: ಕಸಬಾ [191,1326,213,1339]
notice3-date: ದಿನಾಂಕ: 09-10-2025 [860,1230,932,1239]
table-header-cell: ಸರ್ವೆ ನಂ. [248,1305,271,1326]
story1-dateline: ಬೆಂಗಳೂರು; [6,139,36,148]
notice1-address: ನಂ. 333/1, 1ನೇ ಮಹಡಿ, ವಿ.ಜಿ. ಕಾಂಪ್ಲೆಕ್ಸ್, ಸೂಲಿಬೆಲೆ ರಸ್ತೆ, ದೇವನಹಳ್ಳಿ ಟೌನ್, ಬೆಂಗಳೂರು ಗ್ರಾಮಾಂತರ ಜಿಲ್ಲೆ-562 110. [571,867,848,875]
taluk: ದೇವನಹಳ್ಳಿ [165,1326,191,1339]
story4-headline [0,842,470,898]
story2-text-1: ಕೃಷ್ಣಾ ಮೇಲ್ದಂಡೆ ಯೋಜನೆಯ ಮೂರನೇ ಹಂತದ ಭೂಸ್ವಾಧೀನ ಪರಿಹಾರ ದರ ಜಾರಿಗೊಳಿಸಿ ರಾಜ್ಯ ಸರ್ಕಾರ ಆದೇಶ ಹೊರಡಿಸಿರುವ ಹಿನ್ನೆಲೆ, ಸಚಿವ ಆರ್.ಬಿ ತಿಮ್ಮಾಪೂರ ಅವರು ಮುಖ್ಯಮಂತ್ರಿ ಸಿದ್ದರಾಮಯ್ಯ ಹಾಗೂ ಉಪ ಮುಖ್ಯಮಂತ್ರಿ, ಡಿ.ಕೆ.ಶಿವಕುಮಾರ್ ಅವರಿಗೆ ಕೃತಜ್ಞತೆ ಸಲ್ಲಿಸಿದ್ದಾರೆ. ತಮ್ಮ ಪತ್ರಿಕಾ ಪ್ರಕಟಣೆಯಲ್ಲಿ ಕೃತಜ್ಞತೆ ಸಲ್ಲಿಸಿರುವ ಸಚಿವ ಆರ್.ಬಿ.ತಿಮ್ಮಾಪೂರ ಅವರು ಕೃಷ್ಣಾ ಮೇಲ್ದಂಡೆ ಯೋಜನೆ ಹಂತ-3 ಮತ್ತು ನ್ಯಾಯಾಧಿಕರಣದ ತೀರ್ಪಿನಂತೆ ಆಲಮಟ್ಟಿ ಜಲಾಶಯದ ಎತ್ತರವನ್ನು 519.6 ಮೀ. ರಿಂದ 524.256 ಮೀ. ಗೆ ಏರಿಸಲು ಅನುಮತಿ ನೀಡಲಾಗಿದೆ. ಜಲಾಶಯದ ಎತ್ತರವನ್ನು ಹೆಚ್ಚಿಸುವುದರಿಂದ ಆಲಮಟ್ಟಿ ಹಿನ್ನೀರಿನಿಂದ ಸುಮಾರು 75000 ಎಕರೆಯ ಹೆಚ್ಚು ಜಮೀನು ಮುಳುಗಡೆಯಾಗಿ ಭೂಸ್ವಾಧೀನ ಪ್ರಕ್ರಿಯೆ ನಡೆಯಬೇಕಿದೆ. ಯೋಜನೆಗೆ ಮುಳುಗಡೆಯಾಗುವ ಭೂಮಿಗೆ ನ್ಯಾಯಯುತ ಪರಿಹಾರ ನೀಡಲು ಸರ್ಕಾರ ಬದ್ಧವಾಗಿದೆ. ಸೆಪ್ಟೆಂಬರ್ 16 ರಂದು ನಡೆದ ಸಚಿವ ಸಂಪುಟ ಸಭೆಯಲ್ಲಿ ತೀರ್ಮಾನಗೊಂಡಂತೆ ವಾರ್ಷಿಕ ಅನುದಾನವನ್ನು ಜಲಸಂಪನ್ಮೂಲ ಇಲಾಖೆಗೆ ಬಜೆಟ್ [6,522,178,664]
notice3-intro: ಕರ್ನಾಟಕ ನಗರ ಮತ್ತು ಗ್ರಾಮಾಂತರ ಯೋಜನಾ ಕಾಯ್ದೆ 1961 ರ ಕಲಂ 14 (ಎ) ರ ಅಡಿಯಲ್ಲಿ ಈ ಕೆಳಕಂಡ ಅರ್ಜಿದಾರರು ವಸತಿ ವಲಯದಿಂದ ವಾಣಿಜ್ಯ ವಲಯಕ್ಕೆ ಭೂಉಪಯೋಗ ಬದಲಾವಣೆ ಕೋರಿ ಅರ್ಜಿ ಸಲ್ಲಿಸಿರುತ್ತಾರೆ. ಭೂಉಪಯೋಗ ಬದಲಾವಣೆಯ ಪ್ರಸ್ತಾವನೆಯ ವಿವರಗಳು ಈ ಕೆಳಕಂಡಂತೆ ಇರುತ್ತದೆ. ಸದರಿ ಭೂಉಪಯೋಗ ಬದಲಾವಣೆ ಪ್ರಸ್ತಾವನೆ ಬಗ್ಗೆ ಯಾವುದೇ ಆಕ್ಷೇಪಣೆಗಳಿದ್ದರೆ, ಈ ಪ್ರಕಟಣೆ ಪ್ರಕಟವಾದ ದಿನಾಂಕದಿಂದ 15 ದಿವಸಗಳೊಳಗಾಗಿ ಆಕ್ಷೇಪಣೆಗಳನ್ನು ಲಿಖಿತವಾಗಿ ಸದಸ್ಯ ಕಾರ್ಯದರ್ಶಿಗಳು, ಬೆಂಗಳೂರು ಅಂತರಾಷ್ಟ್ರೀಯ ವಿಮಾನ ನಿಲ್ದಾಣ ಪ್ರದೇಶ ಯೋಜನಾ ಪ್ರಾಧಿಕಾರ, ದೇವನಹಳ್ಳಿ ಕಛೇರಿಗೆ ಸಲ್ಲಿಸಲು ತಿಳಿಸಲಾಗಿದೆ. ನಿಗದಿತ ಅವಧಿಯ ನಂತರ ಬರುವ ಯಾವುದೇ ಆಕ್ಷೇಪಣೆಗಳನ್ನು ಪರಿಗಣಿಸುವುದಿಲ್ಲ. [492,1259,932,1282]
survey-number: 39/5 [248,1326,271,1339]
table-header-cell: ಹೋಬಳಿ [666,972,690,995]
table-header-cell: ವಿಸ್ತೀರ್ಣ ಎ-ಗು [271,1305,326,1326]
notice1-intro: ಕರ್ನಾಟಕ ನಗರ ಮತ್ತು ಗ್ರಾಮಾಂತರ ಯೋಜನಾ ಕಾಯ್ದೆ 1961 ರ ಕಲಂ 14 (ಎ) ರ ಅಡಿಯಲ್ಲಿ ಈ ಕೆಳಕಂಡ ಅರ್ಜಿದಾರರು ವಸತಿ ಭೂಉಪಯೋಗ ವಲಯದಿಂದ ವಾಣಿಜ್ಯ ಭೂಉಪಯೋಗ ವಲಯಕ್ಕೆ ಭೂಉಪಯೋಗ ಬದಲಾವಣೆ ಕೋರಿ ಅರ್ಜಿ ಸಲ್ಲಿಸಿರುತ್ತಾರೆ. ಭೂಉಪಯೋಗ ಬದಲಾವಣೆಯ ಪ್ರಸ್ತಾವನೆಯ ವಿವರಗಳು ಈ ಕೆಳಕಂಡಂತೆ ಇರುತ್ತದೆ. ಸದರಿ ಭೂಉಪಯೋಗ ಬದಲಾವಣೆ ಪ್ರಸ್ತಾವನೆ ಬಗ್ಗೆ ಯಾವುದೇ ಆಕ್ಷೇಪಣೆಗಳಿದ್ದರೆ, ಈ ಪ್ರಕಟಣೆ ಪ್ರಕಟವಾದ ದಿನಾಂಕದಿಂದ 15 ದಿವಸಗಳೊಳಗಾಗಿ ಆಕ್ಷೇಪಣೆಗಳನ್ನು ಲಿಖಿತವಾಗಿ ಸದಸ್ಯ ಕಾರ್ಯದರ್ಶಿಗಳು, ಬೆಂಗಳೂರು ಅಂತರಾಷ್ಟ್ರೀಯ ವಿಮಾನ ನಿಲ್ದಾಣ ಪ್ರದೇಶ ಯೋಜನಾ ಪ್ರಾಧಿಕಾರ, ದೇವನಹಳ್ಳಿ ಕಛೇರಿಗೆ ಸಲ್ಲಿಸಲು ತಿಳಿಸಲಾಗಿದೆ. ನಿಗದಿತ ಅವಧಿಯ ನಂತರ ಬರುವ ಯಾವುದೇ ಆಕ್ಷೇಪಣೆಗಳನ್ನು ಪರಿಗಣಿಸುವುದಿಲ್ಲ. [484,911,935,946]
hobli: ವಿಜಯಪುರ [666,1326,693,1346]
table-header-cell: ತಾಲ್ಲೂಕು [638,972,666,995]
notice1-signatory-line2: ಹಾಗೂ ಸದಸ್ಯ ಕಾರ್ಯದರ್ಶಿಗಳು, ಬಿ.ಐ.ಎ.ಎ.ಪಿ.ಎ. ದೇವನಹಳ್ಳಿ [796,1105,935,1113]
survey-number: 57/3 [726,995,751,1011]
notice2-remarks: ಷರಾ : ಪ್ರಸ್ತಾವನೆಯಲ್ಲಿನ ಅರ್ಜಿದಾರರುಗಳು ಪ್ರಸ್ತಿತ ಜಮೀನುಗಳನ್ನು ವ್ಯವಸಾಯ ಉಪಯೋಗಕ್ಕೆ ಬಳಸಿಕೊಳ್ಳಲು ಸಾಧ್ಯವಾಗುತ್ತಿಲ್ಲವೆಂದು, ಹಾಗೂ ಪರಿಸರದಲ್ಲಿ ವಸತಿ ಬೆಳವಣಿಗೆಗೆ ಅತಿ ಹೆಚ್ಚು ಬೇಡಿಕೆ ಇದ್ದು, ಸದರಿ ಜಮೀನುಗಳನ್ನು ವ್ಯವಸಾಯ ವಲಯದಿಂದ ವಸತಿ ವಲಯಕ್ಕೆ ಭೂಉಪಯೋಗ ಬದಲಾವಣೆಗೊಂಡ ನಂತರ ವಸತಿ ಉದ್ದೇಶಕ್ಕೆ ಭೂಅಭಿವೃದ್ಧಿ ಪ್ರಾಧಿಕಾರದಿಂದ ಅನುಮೋದನೆ ಪಡೆದು, ಯೋಜನಾ ಬದ್ಧ ಅಭಿವೃದ್ಧಿ ಕಾರ್ಯಗಳಿಂದ ಸ್ಥಳೀಯರಿಗೆ ಉದ್ಯೋಗಾವಕಾಶ ಸೃಷ್ಟಿ ಹಾಗೂ ಮೂಲ ಸೌಕರ್ಯ ಅಭಿವೃದ್ಧಿಯಾಗುವುದರಿಂದ ಸಾರ್ವಜನಿಕ ಹಿತಾಸಕ್ತಿ ಅಂಶ ಅಡಗಿದೆ ಎಂದು ತಿಳಿಸುತ್ತಾ ಸದರಿ ಪ್ರದೇಶವನ್ನು 'ವ್ಯವಸಾಯ ಭೂಉಪಯೋಗ ವಲಯ' ದಿಂದ 'ವಸತಿ ವಲಯ' ಕ್ಕೆ ಭೂಉಪಯೋಗ ಬದಲಾವಣೆ ಮಾಡಿಕೊಳ್ಳಲು ಇಚ್ಛಿಸಿರುವುದಾಗಿ ತಿಳಿಸಿರುತ್ತಾರೆ. [16,1373,456,1404]
story2-headline-line1: ಯುಕೆಪಿ ಹಂತ 3 ಯೋಜನೆಯ [36,449,329,482]
notice2-signature-prefix: ಸಹಿ/- [334,1416,347,1423]
notice2-signatory-line2: ಹಾಗೂ ಸದಸ್ಯ ಕಾರ್ಯದರ್ಶಿಗಳು, ಬಿ.ಐ.ಎ.ಎ.ಪಿ.ಎ. ದೇವನಹಳ್ಳಿ [330,1424,456,1431]
karnataka-emblem-icon [288,906,332,936]
table-header-cell: ಕ್ರ. ಸಂ. [17,1305,34,1326]
story2-column-1 [6,522,178,812]
notice3-title: ಬೆಂಗಳೂರು ಅಂತರಾಷ್ಟ್ರೀಯ ವಿಮಾನ ನಿಲ್ದಾಣ ಪ್ರದೇಶ ಯೋಜನಾ ಪ್ರಾಧಿಕಾರ, ದೇವನಹಳ್ಳಿ [515,1201,909,1217]
masthead [742,8,942,54]
current-land-use: ವ್ಯವಸಾಯ [326,1339,393,1360]
sidebar-story2-text: ಬನ್ನೇರುಘಟ್ಟ ಜೈವಿಕ ಉದ್ಯಾನವನದಲ್ಲಿ ಪ್ರಕೃತಿ, ವನ್ಯಜೀವಿಗಳೊಂದಿಗೆ ಸಂಪರ್ಕ ಸಾಧಿಸಲು ಮತ್ತು ವನ್ಯಜೀವಿ ಹಾಗೂ ಪ್ರಕೃತಿಯ ಸಂರಕ್ಷಣೆಗಾಗಿ ಕೆಲಸ ಮಾಡಲು ಯುವ ಮನಸ್ಸುಗಳನ್ನು ಪ್ರೇರೇಪಿಸಲು ಅಕ್ಟೋಬರ್ 12 ರಂದು ಬೆಳಿಗ್ಗೆ 10.00 ಗಂಟೆಗೆ ಜೂ ಕ್ಲಬ್ ನ್ನು ಆಯೋಜಿಸುತ್ತಿದೆ. ವನಸಿರಿ ಮತ್ತು ವನ್ಯಜೀವಿ ಸಂಕುಲನಗಳನ್ನು ಸಂರಕ್ಷಿಸಲು ಯುವ ಮನಸ್ಸನ್ನು ಪ್ರೇರೇಪಿಸುವ ಉದ್ದೇಶದಿಂದ 15 ವಾರಗಳ ಕಾರ್ಯಕ್ರಮ ಹಮ್ಮಿಕೊಂಡಿದ್ದು, ಪ್ರತಿ ಭಾನುವಾರ ಬೆಳಿಗ್ಗೆ 10:00 ರಿಂದ ಮಧ್ಯಾಹ್ನ 1:00 ಗಂಟೆಯವರೆಗೆ ಇರುತ್ತದೆ. ಕಾರ್ಯಕ್ರಮದಲ್ಲಿ 10 ರಿಂದ 18 ವರ್ಷ ಪ್ರಾಯದ ಮಕ್ಕಳು ಭಾಗವಹಿಸಬಹುದಾಗಿರುತ್ತದೆ. ಈ ಕಾರ್ಯಕ್ರಮದಲ್ಲಿ ವನ್ಯಜೀವಿ ಸಂರಕ್ಷಣೆ, ನಿರ್ವಹಣೆ, ಪೋಷಣೆ, ನಡವಳಿಕೆ, ಜಾಗೃತಿ ಮೊದಲಾದವುಗಳ ಬಗ್ಗೆ ತಿಳಿಸಿಕೊಡಲಾಗುವುದು ಹಾಗೂ ಕ್ಷೇತ್ರ ಭೇಟಿಗಳನ್ನು ಒಳಗೊಂಡಿರುತ್ತದೆ. ಅಲ್ಲದೇ ಈ ವಿಷಯದಲ್ಲಿ ತಜ್ಞರೊಂದಿಗೆ ಸಮಾಲೋಚನೆ ಹಾಗೂ ಚರ್ಚೆ ನಡೆಸಲು ಅವಕಾಶ ಮಾಡಿಕೊಡಲಾಗುವುದು. ಆಸಕ್ತರು ವೆಬ್‌ಸೈಟ್‌ನಲ್ಲಿ https://bannerughattabiopark.org/education.html ನಲ್ಲಿ ಲಭ್ಯವಿರುವ ಅರ್ಜಿಯ ಮೂಲಕ ನೋಂದಾಯಿಸಿಕೊಳ್ಳಬಹುದು. ನೋಂದಣಿಯನ್ನು ಪೂರ್ಣಗೊಳಿಸಲು ಅಗತ್ಯವಿರುವ ದಾಖಲೆಗಳು, ಜೂ ಕ್ಲಬ್ ಶುಲ್ಕ ಹಾಗೂ ಅವಶ್ಯ ಹೆಚ್ಚಿನ ವಿವರಗಳೊಂದಿಗೆ ದೃಢೀಕರಣ ಇ-ಮೇಲ್ ನ್ನು ಕಳುಹಿಸಲಾಗುವುದು. ಸದರಿ ಕಾರ್ಯಕ್ರಮದಲ್ಲಿ ಗರಿಷ್ಠ 60 ವಿದ್ಯಾರ್ಥಿಗಳನ್ನು ಪರಿಗಣಿಸಲಾಗುತ್ತಿದ್ದು, ಮೊದಲು ಬಂದವರಿಗೆ ಆದ್ಯತೆ ನೀಡಲಾಗುವುದು. ನೋಂದಣಿ ಶುಲ್ಕ ರೂ. 1000/- ಆಗಿದ್ದು, ಸರ್ಕಾರಿ ಶಾಲಾ ಮಕ್ಕಳಿಗೆ ಯಾವುದೇ ನೋಂದಣಿ ಶುಲ್ಕವಿರುವುದಿಲ್ಲ ಎಂದು ಬನ್ನೇರುಘಟ್ಟ ಜೈವಿಕ ಉದ್ಯಾನವನದ ಕಾರ್ಯನಿರ್ವಾಹಕ ನಿರ್ದೇಶಕರು ಪ್ರಕಟಣೆಯಲ್ಲಿ ತಿಳಿಸಿದ್ದಾರೆ. [749,536,934,750]
taluk: ದೇವನಹಳ್ಳಿ [638,995,666,1027]
notice1-ref-number: ಸಂ: ಬಿಐಎಪಿಪಿಎ/ಟಿಪಿ/ಭೂಉಬ/69/2025-26/1955 [484,880,638,889]
story3-dateline: ಪಿರಿಯಾಪಟ್ಟಣ: [375,632,412,641]
story3-headline-line2: ಮಹಾಕವಿ: ಪ್ರೊ.ನಂಜುಂಡಸ್ವಾಮಿ ಹರದನಹಳ್ಳಿ [413,477,692,498]
table-header-cell: ಮಹಾ ಯೋಜನೆಯ ಪ್ರಕಾರ ಭೂ ಉಪಯೋಗ [784,972,862,995]
story1-photo-delegates [384,139,534,301]
notice3-footer-ref: ವಾಅಸಂಇ/ಜಾ.ಪ್ರ/3185/ಎಡಕ/2025-26 [498,1414,589,1421]
table-header-cell: ವಿಸ್ತೀರ್ಣ ಎ-ಗು [748,1305,803,1326]
notice3-header [486,1198,938,1228]
serial-number: 1 [493,1326,509,1346]
